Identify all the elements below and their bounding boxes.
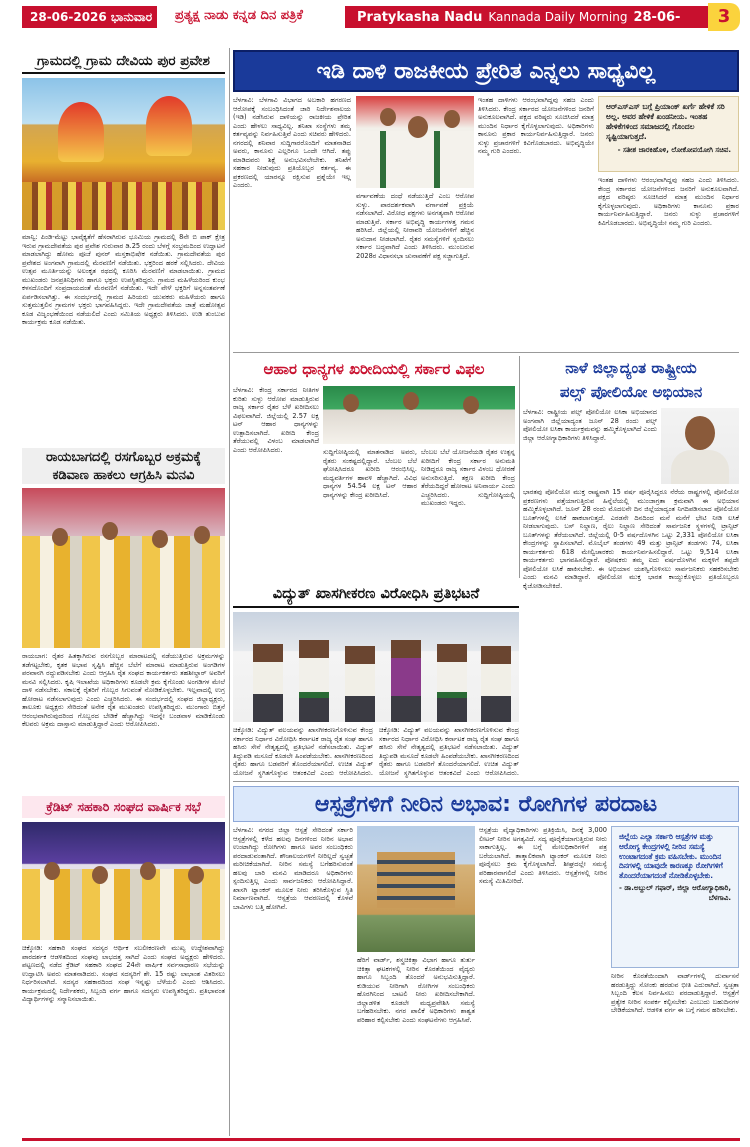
polio-headline-line2: ಪಲ್ಸ್ ಪೋಲಿಯೋ ಅಭಿಯಾನ	[559, 383, 703, 401]
food-col3: ಬೆಂಬಲ ಬೆಲೆ ಯೋಜನೆಯಡಿ ರೈತರ ಉತ್ಪನ್ನ ಖರೀದಿಗೆ ಕೇಂದ್ರ ಸರ್ಕಾರ ಅನುಮತಿ ನೀಡಿದ್ದರೂ ರಾಜ್ಯ ಸರ್ಕಾರ ವಿಳಂಬ ಧೋರಣೆ ಅನುಸರಿಸುತ್ತಿದೆ. ತಕ್ಷಣ ಖರೀದಿ ಕೇಂದ್ರ ತೆರೆಯದಿದ್ದರೆ ಹೋರಾಟ ಅನಿವಾರ್ಯ ಎಂದು ಎಚ್ಚರಿಸಿದರು. ಸುದ್ದಿಗೋಷ್ಠಿಯಲ್ಲಿ ಮುಖಂಡರು ಇದ್ದರು.	[421, 448, 515, 507]
power-col1: ಚಿಕ್ಕೋಡಿ: ವಿದ್ಯುತ್ ವಲಯವನ್ನು ಖಾಸಗೀಕರಣಗೊಳಿಸುವ ಕೇಂದ್ರ ಸರ್ಕಾರದ ನಿರ್ಧಾರ ವಿರೋಧಿಸಿ ಕರ್ನಾಟಕ ರಾಜ್ಯ ರೈತ ಸಂಘ ಹಾಗೂ ಹಸಿರು ಸೇನೆ ನೇತೃತ್ವದಲ್ಲಿ ಪ್ರತಿಭಟನೆ ನಡೆಸಲಾಯಿತು. ವಿದ್ಯುತ್ ತಿದ್ದುಪಡಿ ಮಸೂದೆ ಕೂಡಲೇ ಹಿಂಪಡೆಯಬೇಕು. ಖಾಸಗೀಕರಣದಿಂದ ರೈತರು ಹಾಗೂ ಬಡವರಿಗೆ ತೊಂದರೆಯಾಗಲಿದೆ. ಉಚಿತ ವಿದ್ಯುತ್ ಯೋಜನೆ ಸ್ಥಗಿತಗೊಳ್ಳುವ ಆತಂಕವಿದೆ ಎಂದು ಆರೋಪಿಸಿದರು.	[233, 726, 373, 777]
temple-body: ಮಾನ್ವಿ: ಪಿಂಡಿ-ಮೆಟ್ಟು ಭಾವೈಕ್ಯತೆಗೆ ಹೆಸರಾಗಿರುವ ಭೂಮಿಯ ಗ್ರಾಮದಲ್ಲಿ 8ನೇ ಬಿ ಪಾಕ್ ಕ್ಷೇತ್ರ ಇರುವ ಗ್ರಾಮದೇವತೆಯ ಪುರ ಪ್ರವೇಶ ಗುರುವಾರ ಡಿ.25 ರಂದು ಬೆಳಗ್ಗೆ ಸಂಭ್ರಮದಿಂದ ಉದ್ಘಾಟನೆ ಮಾಡಲಾಗಿದ್ದು ಹೋಮ ಪೂಜೆ ಪುನರ್ ಮಸ್ತಕಾಭಿಷೇಕ ನಡೆಯಿತು. ಗ್ರಾಮದೇವತೆಯ ಪುರ ಪ್ರವೇಶದ ಅಂಗವಾಗಿ ಗ್ರಾಮದಲ್ಲಿ ಮೆರವಣಿಗೆ ನಡೆಯಿತು. ಭಕ್ತರಿಂದ ಹರಕೆ ಸಲ್ಲಿಸಿದರು. ದೇವಿಯ ಉತ್ಸವ ಮೂರ್ತಿಯನ್ನು ಅಲಂಕೃತ ರಥದಲ್ಲಿ ಕೂರಿಸಿ ಮೆರವಣಿಗೆ ಮಾಡಲಾಯಿತು. ಗ್ರಾಮದ ಮುಖಂಡರು ಜನಪ್ರತಿನಿಧಿಗಳು ಹಾಗೂ ಭಕ್ತರು ಉಪಸ್ಥಿತರಿದ್ದರು. ಗ್ರಾಮದ ಮಹಿಳೆಯರಿಂದ ಕುಂಭ ಕಳಸದೊಂದಿಗೆ ಸಂಪ್ರದಾಯದಂತೆ ಮೆರವಣಿಗೆ ನಡೆಯಿತು. ಇದೇ ವೇಳೆ ಭಕ್ತರಿಗೆ ಅನ್ನಸಂತರ್ಪಣೆ ಏರ್ಪಡಿಸಲಾಗಿತ್ತು. ಈ ಸಂದರ್ಭದಲ್ಲಿ ಗ್ರಾಮದ ಹಿರಿಯರು ಯುವಕರು ಮಹಿಳೆಯರು ಹಾಗೂ ಸುತ್ತಮುತ್ತಲಿನ ಗ್ರಾಮಗಳ ಭಕ್ತರು ಭಾಗವಹಿಸಿದ್ದರು. ಇದೇ ಗ್ರಾಮದೇವತೆಯ ಜಾತ್ರೆ ಮಹೋತ್ಸವ ಕೂಡ ವಿಜೃಂಭಣೆಯಿಂದ ನಡೆಯಲಿದೆ ಎಂದು ಸಮಿತಿಯ ಅಧ್ಯಕ್ಷರು ತಿಳಿಸಿದರು. ಉಡಿ ತುಂಬುವ ಕಾರ್ಯಕ್ರಮ ಕೂಡ ನಡೆಯಿತು.	[22, 233, 225, 326]
credit-headline: ಕ್ರೆಡಿಟ್ ಸಹಕಾರಿ ಸಂಘದ ವಾರ್ಷಿಕ ಸಭೆ	[22, 796, 225, 818]
power-headline: ವಿದ್ಯುತ್ ಖಾಸಗೀಕರಣ ವಿರೋಧಿಸಿ ಪ್ರತಿಭಟನೆ	[233, 582, 519, 608]
masthead-tagline: ಪ್ರತ್ಯಕ್ಷ ನಾಡು ಕನ್ನಡ ದಿನ ಪತ್ರಿಕೆ	[175, 8, 303, 23]
temple-headline: ಗ್ರಾಮದಲ್ಲಿ ಗ್ರಾಮ ದೇವಿಯ ಪುರ ಪ್ರವೇಶ	[22, 50, 225, 74]
page-number: 3	[708, 3, 740, 31]
power-col2: ಚಿಕ್ಕೋಡಿ: ವಿದ್ಯುತ್ ವಲಯವನ್ನು ಖಾಸಗೀಕರಣಗೊಳಿಸುವ ಕೇಂದ್ರ ಸರ್ಕಾರದ ನಿರ್ಧಾರ ವಿರೋಧಿಸಿ ಕರ್ನಾಟಕ ರಾಜ್ಯ ರೈತ ಸಂಘ ಹಾಗೂ ಹಸಿರು ಸೇನೆ ನೇತೃತ್ವದಲ್ಲಿ ಪ್ರತಿಭಟನೆ ನಡೆಸಲಾಯಿತು. ವಿದ್ಯುತ್ ತಿದ್ದುಪಡಿ ಮಸೂದೆ ಕೂಡಲೇ ಹಿಂಪಡೆಯಬೇಕು. ಖಾಸಗೀಕರಣದಿಂದ ರೈತರು ಹಾಗೂ ಬಡವರಿಗೆ ತೊಂದರೆಯಾಗಲಿದೆ. ಉಚಿತ ವಿದ್ಯುತ್ ಯೋಜನೆ ಸ್ಥಗಿತಗೊಳ್ಳುವ ಆತಂಕವಿದೆ ಎಂದು ಆರೋಪಿಸಿದರು.	[379, 726, 519, 777]
protester-shape	[253, 632, 283, 722]
hospital-quote-author: - ಡಾ.ಅಬ್ದುಲ್ ಗಫಾರ್, ಜಿಲ್ಲಾ ಆರೋಗ್ಯಾಧಿಕಾರಿ, ಬೆಳಗಾವಿ.	[619, 883, 731, 902]
column-rule	[519, 356, 520, 578]
hospital-headline: ಆಸ್ಪತ್ರೆಗಳಿಗೆ ನೀರಿನ ಅಭಾವ: ರೋಗಿಗಳ ಪರದಾಟ	[233, 786, 739, 822]
masthead-date-tag: 28-06-2026 ಭಾನುವಾರ	[22, 6, 157, 28]
footer-rule	[22, 1138, 740, 1141]
raid-quote-box	[598, 96, 739, 172]
hospital-building-photo	[357, 826, 475, 952]
annual-meeting-photo	[22, 822, 225, 940]
person-head-shape	[44, 862, 60, 880]
memorandum-photo	[22, 488, 225, 648]
person-head-shape	[463, 396, 479, 414]
hospital-col2: ಹೆರಿಗೆ ವಾರ್ಡ್, ಶಸ್ತ್ರಚಿಕಿತ್ಸಾ ವಿಭಾಗ ಹಾಗೂ ತುರ್ತು ಚಿಕಿತ್ಸಾ ಘಟಕಗಳಲ್ಲಿ ನೀರಿನ ಕೊರತೆಯಿಂದ ವೈದ್ಯರು ಹಾಗೂ ಸಿಬ್ಬಂದಿ ತೊಂದರೆ ಅನುಭವಿಸುತ್ತಿದ್ದಾರೆ. ಕುಡಿಯುವ ನೀರಿಗಾಗಿ ರೋಗಿಗಳ ಸಂಬಂಧಿಕರು ಹೊರಗಿನಿಂದ ಬಾಟಲಿ ನೀರು ಖರೀದಿಸಬೇಕಾಗಿದೆ. ಜಿಲ್ಲಾಡಳಿತ ಕೂಡಲೇ ಮಧ್ಯಪ್ರವೇಶಿಸಿ ಸಮಸ್ಯೆ ಬಗೆಹರಿಸಬೇಕು. ನಗರ ಪಾಲಿಕೆ ಅಧಿಕಾರಿಗಳು ಶಾಶ್ವತ ಪರಿಹಾರ ಕಲ್ಪಿಸಬೇಕು ಎಂದು ಸಂಘಟನೆಗಳು ಆಗ್ರಹಿಸಿವೆ.	[357, 956, 475, 1024]
hospital-col3: ಆಸ್ಪತ್ರೆಯ ವೈದ್ಯಾಧಿಕಾರಿಗಳು ಪ್ರತಿಕ್ರಿಯಿಸಿ, ದಿನಕ್ಕೆ 3,000 ಲೀಟರ್ ನೀರಿನ ಅಗತ್ಯವಿದೆ. ಸದ್ಯ ಪೂರೈಕೆಯಾಗುತ್ತಿರುವ ನೀರು ಸಾಕಾಗುತ್ತಿಲ್ಲ. ಈ ಬಗ್ಗೆ ಮೇಲಧಿಕಾರಿಗಳಿಗೆ ಪತ್ರ ಬರೆಯಲಾಗಿದೆ. ತಾತ್ಕಾಲಿಕವಾಗಿ ಟ್ಯಾಂಕರ್ ಮೂಲಕ ನೀರು ಪೂರೈಸಲು ಕ್ರಮ ಕೈಗೊಳ್ಳಲಾಗಿದೆ. ಶೀಘ್ರದಲ್ಲೇ ಸಮಸ್ಯೆ ಪರಿಹಾರವಾಗಲಿದೆ ಎಂದು ತಿಳಿಸಿದರು. ಆಸ್ಪತ್ರೆಗಳಲ್ಲಿ ನೀರಿನ ಸಮಸ್ಯೆ ಮಿತಿಮೀರಿದೆ.	[479, 826, 607, 885]
raid-quote-author: - ಸತೀಶ ಜಾರಕಿಹೊಳಿ, ಲೋಕೋಪಯೋಗಿ ಸಚಿವ.	[617, 146, 731, 154]
masthead-date: 28-06-2026 SUNDAY	[357, 10, 681, 48]
raid-headline: ಇಡಿ ದಾಳಿ ರಾಜಕೀಯ ಪ್ರೇರಿತ ಎನ್ನಲು ಸಾಧ್ಯವಿಲ್ಲ	[233, 50, 739, 92]
person-head-shape	[194, 526, 210, 544]
hospital-quote-box	[611, 826, 739, 968]
person-head-shape	[92, 866, 108, 884]
raichur-headline-line2: ಕಡಿವಾಣ ಹಾಕಲು ಆಗ್ರಹಿಸಿ ಮನವಿ	[22, 466, 225, 484]
section-rule	[233, 781, 739, 782]
polio-headline-line1: ನಾಳೆ ಜಿಲ್ಲಾದ್ಯಂತ ರಾಷ್ಟ್ರೀಯ	[565, 359, 697, 377]
protester-shape	[299, 632, 329, 722]
protester-shape	[391, 632, 421, 722]
hospital-col1: ಬೆಳಗಾವಿ: ನಗರದ ಜಿಲ್ಲಾ ಆಸ್ಪತ್ರೆ ಸೇರಿದಂತೆ ಸರ್ಕಾರಿ ಆಸ್ಪತ್ರೆಗಳಲ್ಲಿ ಕಳೆದ ಹಲವು ದಿನಗಳಿಂದ ನೀರಿನ ಅಭಾವ ಉಂಟಾಗಿದ್ದು ರೋಗಿಗಳು ಹಾಗೂ ಅವರ ಸಂಬಂಧಿಕರು ಪರದಾಡುವಂತಾಗಿದೆ. ಶೌಚಾಲಯಗಳಿಗೆ ನೀರಿಲ್ಲದೆ ಸ್ವಚ್ಛತೆ ಮರೀಚಿಕೆಯಾಗಿದೆ. ನೀರಿನ ಸಮಸ್ಯೆ ಬಗೆಹರಿಸುವಂತೆ ಹಲವು ಬಾರಿ ಮನವಿ ಮಾಡಿದರೂ ಅಧಿಕಾರಿಗಳು ಸ್ಪಂದಿಸುತ್ತಿಲ್ಲ ಎಂದು ಸಾರ್ವಜನಿಕರು ಆರೋಪಿಸಿದ್ದಾರೆ. ಖಾಸಗಿ ಟ್ಯಾಂಕರ್ ಮೂಲಕ ನೀರು ತರಿಸಿಕೊಳ್ಳುವ ಸ್ಥಿತಿ ನಿರ್ಮಾಣವಾಗಿದೆ. ಆಸ್ಪತ್ರೆಯ ಆವರಣದಲ್ಲಿ ಕೊಳವೆ ಬಾವಿಗಳು ಬತ್ತಿ ಹೋಗಿವೆ.	[233, 826, 353, 911]
hospital-quote-text: ಜಿಲ್ಲೆಯ ಎಲ್ಲಾ ಸರ್ಕಾರಿ ಆಸ್ಪತ್ರೆಗಳ ಮತ್ತು ಆರೋಗ್ಯ ಕೇಂದ್ರಗಳಲ್ಲಿ ನೀರಿನ ಸಮಸ್ಯೆ ಉಂಟಾಗದಂತೆ ಕ್ರಮ ವಹಿಸಬೇಕು. ಮುಂದಿನ ದಿನಗಳಲ್ಲಿ ಯಾವುದೇ ಕಾರಣಕ್ಕೂ ರೋಗಿಗಳಿಗೆ ತೊಂದರೆಯಾಗದಂತೆ ನೋಡಿಕೊಳ್ಳಬೇಕು.	[619, 832, 723, 881]
raid-col3: ಇಂತಹ ದಾಳಿಗಳು ಆರಂಭವಾಗಿದ್ದವು ಸಹಜ ಎಂದು ತಿಳಿಸಿದರು. ಕೇಂದ್ರ ಸರ್ಕಾರದ ಯೋಜನೆಗಳಿಂದ ಜನರಿಗೆ ಅನುಕೂಲವಾಗಿದೆ. ಪಕ್ಷದ ವರಿಷ್ಠರು ಸೂಚಿಸಿದರೆ ಮಾತ್ರ ಮುಂದಿನ ನಿರ್ಧಾರ ಕೈಗೊಳ್ಳಲಾಗುವುದು. ಅಧಿಕಾರಿಗಳು ಕಾನೂನು ಪ್ರಕಾರ ಕಾರ್ಯನಿರ್ವಹಿಸುತ್ತಿದ್ದಾರೆ. ಜನರು ಸುಳ್ಳು ಪ್ರಚಾರಗಳಿಗೆ ಕಿವಿಗೊಡಬಾರದು. ಅಭಿವೃದ್ಧಿಯೇ ನಮ್ಮ ಗುರಿ ಎಂದರು.	[478, 96, 594, 155]
people-shape	[356, 131, 474, 188]
raid-quote-text: ಆರ್‌ಎಸ್‌ಎಸ್ ಬಗ್ಗೆ ಪ್ರಿಯಾಂಕ್ ಖರ್ಗೆ ಹೇಳಿಕೆ ಸರಿ ಅಲ್ಲ. ಅವರ ಹೇಳಿಕೆ ಖಂಡನೀಯ. ಇಂತಹ ಹೇಳಿಕೆಗಳಿಂದ ಸಮಾಜದಲ್ಲಿ ಗೊಂದಲ ಸೃಷ್ಟಿಯಾಗುತ್ತದೆ.	[606, 102, 725, 141]
masthead-banner	[345, 6, 710, 48]
person-head-shape	[102, 522, 118, 540]
polio-body: ಭಾರತವು ಪೋಲಿಯೋ ಮುಕ್ತ ರಾಷ್ಟ್ರವಾಗಿ 15 ವರ್ಷ ಪೂರೈಸಿದ್ದರೂ ನೆರೆಯ ರಾಷ್ಟ್ರಗಳಲ್ಲಿ ಪೋಲಿಯೋ ಪ್ರಕರಣಗಳು ಪತ್ತೆಯಾಗುತ್ತಿರುವ ಹಿನ್ನೆಲೆಯಲ್ಲಿ ಮುಂಜಾಗ್ರತಾ ಕ್ರಮವಾಗಿ ಈ ಅಭಿಯಾನ ಹಮ್ಮಿಕೊಳ್ಳಲಾಗಿದೆ. ಜೂನ್ 28 ರಂದು ಮೊದಲನೇ ದಿನ ಜಿಲ್ಲೆಯಾದ್ಯಂತ ನಿಗದಿಪಡಿಸಲಾದ ಪೋಲಿಯೋ ಬೂತ್‌ಗಳಲ್ಲಿ ಲಸಿಕೆ ಹಾಕಲಾಗುತ್ತದೆ. ಎರಡನೇ ದಿನದಿಂದ ಮನೆ ಮನೆಗೆ ಭೇಟಿ ನೀಡಿ ಲಸಿಕೆ ನೀಡಲಾಗುವುದು. ಬಸ್ ನಿಲ್ದಾಣ, ರೈಲು ನಿಲ್ದಾಣ ಸೇರಿದಂತೆ ಸಾರ್ವಜನಿಕ ಸ್ಥಳಗಳಲ್ಲಿ ಟ್ರಾನ್ಸಿಟ್ ಬೂತ್‌ಗಳನ್ನು ತೆರೆಯಲಾಗಿದೆ. ಜಿಲ್ಲೆಯಲ್ಲಿ 0-5 ವರ್ಷದೊಳಗಿನ ಒಟ್ಟು 2,331 ಪೋಲಿಯೋ ಲಸಿಕಾ ಕೇಂದ್ರಗಳನ್ನು ಸ್ಥಾಪಿಸಲಾಗಿದೆ. ಮೊಬೈಲ್ ತಂಡಗಳು 49 ಮತ್ತು ಟ್ರಾನ್ಸಿಟ್ ತಂಡಗಳು 74, ಲಸಿಕಾ ಕಾರ್ಯಕರ್ತರು 618 ಮೇಲ್ವಿಚಾರಕರು ಕಾರ್ಯನಿರ್ವಹಿಸಲಿದ್ದಾರೆ. ಒಟ್ಟು 9,514 ಲಸಿಕಾ ಕಾರ್ಯಕರ್ತರು ಭಾಗವಹಿಸಲಿದ್ದಾರೆ. ಪೋಷಕರು ತಮ್ಮ ಐದು ವರ್ಷದೊಳಗಿನ ಮಕ್ಕಳಿಗೆ ತಪ್ಪದೇ ಪೋಲಿಯೋ ಲಸಿಕೆ ಹಾಕಿಸಬೇಕು. ಈ ಅಭಿಯಾನ ಯಶಸ್ವಿಗೊಳಿಸಲು ಸಾರ್ವಜನಿಕರು ಸಹಕರಿಸಬೇಕು ಎಂದು ಮನವಿ ಮಾಡಿದ್ದಾರೆ. ಪೋಲಿಯೋ ಮುಕ್ತ ಭಾರತ ಕಾಯ್ದುಕೊಳ್ಳಲು ಪ್ರತಿಯೊಬ್ಬರೂ ಕೈಜೋಡಿಸಬೇಕಿದೆ.	[523, 488, 739, 590]
food-headline: ಆಹಾರ ಧಾನ್ಯಗಳ ಖರೀದಿಯಲ್ಲಿ ಸರ್ಕಾರ ವಿಫಲ	[263, 360, 485, 378]
person-head-shape	[408, 116, 428, 138]
raid-col4: ಇಂತಹ ದಾಳಿಗಳು ಆರಂಭವಾಗಿದ್ದವು ಸಹಜ ಎಂದು ತಿಳಿಸಿದರು. ಕೇಂದ್ರ ಸರ್ಕಾರದ ಯೋಜನೆಗಳಿಂದ ಜನರಿಗೆ ಅನುಕೂಲವಾಗಿದೆ. ಪಕ್ಷದ ವರಿಷ್ಠರು ಸೂಚಿಸಿದರೆ ಮಾತ್ರ ಮುಂದಿನ ನಿರ್ಧಾರ ಕೈಗೊಳ್ಳಲಾಗುವುದು. ಅಧಿಕಾರಿಗಳು ಕಾನೂನು ಪ್ರಕಾರ ಕಾರ್ಯನಿರ್ವಹಿಸುತ್ತಿದ್ದಾರೆ. ಜನರು ಸುಳ್ಳು ಪ್ರಚಾರಗಳಿಗೆ ಕಿವಿಗೊಡಬಾರದು. ಅಭಿವೃದ್ಧಿಯೇ ನಮ್ಮ ಗುರಿ ಎಂದರು.	[598, 176, 739, 227]
column-rule	[229, 48, 230, 1136]
food-col1: ಬೆಳಗಾವಿ: ಕೇಂದ್ರ ಸರ್ಕಾರದ ನೀತಿಗಳ ಕುರಿತು ಸುಳ್ಳು ಆರೋಪ ಮಾಡುತ್ತಿರುವ ರಾಜ್ಯ ಸರ್ಕಾರ ರೈತರ ಬೆಳೆ ಖರೀದಿಸಲು ವಿಫಲವಾಗಿದೆ. ಜಿಲ್ಲೆಯಲ್ಲಿ 2.57 ಲಕ್ಷ ಟನ್ ಆಹಾರ ಧಾನ್ಯಗಳನ್ನು ಉತ್ಪಾದಿಸಲಾಗಿದೆ. ಖರೀದಿ ಕೇಂದ್ರ ತೆರೆಯುವಲ್ಲಿ ವಿಳಂಬ ಮಾಡಲಾಗಿದೆ ಎಂದು ಆರೋಪಿಸಿದರು.	[233, 386, 319, 454]
person-head-shape	[152, 530, 168, 548]
person-head-shape	[140, 862, 156, 880]
masthead-subtitle: Kannada Daily Morning	[488, 10, 628, 24]
person-head-shape	[52, 528, 68, 546]
person-head-shape	[403, 392, 419, 410]
temple-procession-photo	[22, 78, 225, 230]
masthead-name: Pratykasha Nadu	[357, 10, 483, 25]
raichur-body: ರಾಯಬಾಗ: ರೈತರ ಹಿತಕ್ಕಾಗಿರುವ ರಸಗೊಬ್ಬರ ಮಾರಾಟದಲ್ಲಿ ನಡೆಯುತ್ತಿರುವ ಅಕ್ರಮಗಳನ್ನು ತಡೆಗಟ್ಟಬೇಕು, ಕೃತಕ ಅಭಾವ ಸೃಷ್ಟಿಸಿ ಹೆಚ್ಚಿನ ಬೆಲೆಗೆ ಮಾರಾಟ ಮಾಡುತ್ತಿರುವ ಅಂಗಡಿಗಳ ಪರವಾನಗಿ ರದ್ದುಪಡಿಸಬೇಕು ಎಂದು ಆಗ್ರಹಿಸಿ ರೈತ ಸಂಘದ ಕಾರ್ಯಕರ್ತರು ತಹಶೀಲ್ದಾರ್ ಅವರಿಗೆ ಮನವಿ ಸಲ್ಲಿಸಿದರು. ಕೃಷಿ ಇಲಾಖೆಯ ಅಧಿಕಾರಿಗಳು ಕೂಡಲೇ ಕ್ರಮ ಕೈಗೊಂಡು ಅಂಗಡಿಗಳ ಮೇಲೆ ದಾಳಿ ನಡೆಸಬೇಕು. ಸಕಾಲಕ್ಕೆ ರೈತರಿಗೆ ಗೊಬ್ಬರ ಸಿಗುವಂತೆ ನೋಡಿಕೊಳ್ಳಬೇಕು. ಇಲ್ಲವಾದಲ್ಲಿ ಉಗ್ರ ಹೋರಾಟ ನಡೆಸಲಾಗುವುದು ಎಂದು ಎಚ್ಚರಿಸಿದರು. ಈ ಸಂದರ್ಭದಲ್ಲಿ ಸಂಘದ ಜಿಲ್ಲಾಧ್ಯಕ್ಷರು, ತಾಲೂಕು ಅಧ್ಯಕ್ಷರು ಸೇರಿದಂತೆ ಅನೇಕ ರೈತ ಮುಖಂಡರು ಉಪಸ್ಥಿತರಿದ್ದರು. ಮುಂಗಾರು ಬಿತ್ತನೆ ಆರಂಭವಾಗಿರುವುದರಿಂದ ಗೊಬ್ಬರದ ಬೇಡಿಕೆ ಹೆಚ್ಚಾಗಿದ್ದು ಇದನ್ನೇ ಬಂಡವಾಳ ಮಾಡಿಕೊಂಡು ಕೆಲವರು ಅಕ್ರಮ ದಾಸ್ತಾನು ಮಾಡುತ್ತಿದ್ದಾರೆ ಎಂದು ಆರೋಪಿಸಿದರು.	[22, 652, 225, 728]
person-head-shape	[685, 416, 715, 450]
health-officer-portrait	[661, 408, 739, 484]
people-shape	[22, 536, 225, 648]
protest-photo	[233, 612, 519, 722]
food-col2: ಸುದ್ದಿಗೋಷ್ಠಿಯಲ್ಲಿ ಮಾತನಾಡಿದ ಅವರು, ರೈತರು ಸಂಕಷ್ಟದಲ್ಲಿದ್ದಾರೆ. ಬೆಂಬಲ ಬೆಲೆ ಘೋಷಿಸಿದರೂ ಖರೀದಿ ಆರಂಭಿಸಿಲ್ಲ. ಮಧ್ಯವರ್ತಿಗಳ ಹಾವಳಿ ಹೆಚ್ಚಾಗಿದೆ. ವಿವಿಧ ಧಾನ್ಯಗಳ 54.54 ಲಕ್ಷ ಟನ್ ಆಹಾರ ಧಾನ್ಯಗಳನ್ನು ಕೇಂದ್ರ ಖರೀದಿಸಿದೆ.	[323, 448, 417, 499]
chariot-shape	[58, 102, 104, 162]
protester-shape	[437, 632, 467, 722]
polio-lead: ಬೆಳಗಾವಿ: ರಾಷ್ಟ್ರೀಯ ಪಲ್ಸ್ ಪೋಲಿಯೋ ಲಸಿಕಾ ಅಭಿಯಾನದ ಅಂಗವಾಗಿ ಜಿಲ್ಲೆಯಾದ್ಯಂತ ಜೂನ್ 28 ರಂದು ಪಲ್ಸ್ ಪೋಲಿಯೋ ಲಸಿಕಾ ಕಾರ್ಯಕ್ರಮವನ್ನು ಹಮ್ಮಿಕೊಳ್ಳಲಾಗಿದೆ ಎಂದು ಜಿಲ್ಲಾ ಆರೋಗ್ಯಾಧಿಕಾರಿಗಳು ತಿಳಿಸಿದ್ದಾರೆ.	[523, 408, 657, 442]
raid-col1: ಬೆಳಗಾವಿ: ಬೆಳಗಾವಿ ವಿಭಾಗದ ಅಬಕಾರಿ ಹಗರಣದ ಆರೋಪಕ್ಕೆ ಸಂಬಂಧಿಸಿದಂತೆ ಜಾರಿ ನಿರ್ದೇಶನಾಲಯ (ಇಡಿ) ನಡೆಸಿರುವ ದಾಳಿಯನ್ನು ರಾಜಕೀಯ ಪ್ರೇರಿತ ಎಂದು ಹೇಳಲು ಸಾಧ್ಯವಿಲ್ಲ. ತನಿಖಾ ಸಂಸ್ಥೆಗಳು ತಮ್ಮ ಕರ್ತವ್ಯವನ್ನು ನಿರ್ವಹಿಸುತ್ತಿವೆ ಎಂದು ಸಚಿವರು ಹೇಳಿದರು. ನಗರದಲ್ಲಿ ಶನಿವಾರ ಸುದ್ದಿಗಾರರೊಂದಿಗೆ ಮಾತನಾಡಿದ ಅವರು, ಕಾನೂನು ಎಲ್ಲರಿಗೂ ಒಂದೇ ಆಗಿದೆ. ತಪ್ಪು ಮಾಡಿದವರು ಶಿಕ್ಷೆ ಅನುಭವಿಸಲೇಬೇಕು. ತನಿಖೆಗೆ ಸಹಕಾರ ನೀಡುವುದು ಪ್ರತಿಯೊಬ್ಬರ ಕರ್ತವ್ಯ. ಈ ಪ್ರಕರಣದಲ್ಲಿ ಯಾರನ್ನೂ ರಕ್ಷಿಸುವ ಪ್ರಶ್ನೆಯೇ ಇಲ್ಲ ಎಂದರು.	[233, 96, 351, 189]
raid-col2: ವರ್ಗಾವಣೆಯ ದಂಧೆ ನಡೆಯುತ್ತಿದೆ ಎಂಬ ಆರೋಪ ಸುಳ್ಳು. ಪಾರದರ್ಶಕವಾಗಿ ವರ್ಗಾವಣೆ ಪ್ರಕ್ರಿಯೆ ನಡೆಸಲಾಗಿದೆ. ವಿರೋಧ ಪಕ್ಷಗಳು ಅನಗತ್ಯವಾಗಿ ಆರೋಪ ಮಾಡುತ್ತಿವೆ. ಸರ್ಕಾರ ಅಭಿವೃದ್ಧಿ ಕಾರ್ಯಗಳತ್ತ ಗಮನ ಹರಿಸಿದೆ. ಜಿಲ್ಲೆಯಲ್ಲಿ ನೀರಾವರಿ ಯೋಜನೆಗಳಿಗೆ ಹೆಚ್ಚಿನ ಅನುದಾನ ನೀಡಲಾಗಿದೆ. ರೈತರ ಸಮಸ್ಯೆಗಳಿಗೆ ಸ್ಪಂದಿಸಲು ಸರ್ಕಾರ ಬದ್ಧವಾಗಿದೆ ಎಂದು ತಿಳಿಸಿದರು. ಮುಂಬರುವ 2028ರ ವಿಧಾನಸಭಾ ಚುನಾವಣೆಗೆ ಪಕ್ಷ ಸಜ್ಜಾಗುತ್ತಿದೆ.	[356, 192, 474, 260]
masthead	[0, 0, 750, 48]
credit-body: ಚಿಕ್ಕೋಡಿ: ಸಹಕಾರಿ ಸಂಘದ ಸದಸ್ಯರ ಆರ್ಥಿಕ ಸಬಲೀಕರಣವೇ ಮುಖ್ಯ ಉದ್ದೇಶವಾಗಿದ್ದು ಪಾರದರ್ಶಕ ಆಡಳಿತದಿಂದ ಸಂಘವು ಲಾಭದತ್ತ ಸಾಗಿದೆ ಎಂದು ಸಂಘದ ಅಧ್ಯಕ್ಷರು ಹೇಳಿದರು. ಪಟ್ಟಣದಲ್ಲಿ ನಡೆದ ಕ್ರೆಡಿಟ್ ಸಹಕಾರಿ ಸಂಘದ 24ನೇ ವಾರ್ಷಿಕ ಸರ್ವಸಾಧಾರಣ ಸಭೆಯನ್ನು ಉದ್ಘಾಟಿಸಿ ಅವರು ಮಾತನಾಡಿದರು. ಸಂಘದ ಸದಸ್ಯರಿಗೆ ಶೇ. 15 ರಷ್ಟು ಲಾಭಾಂಶ ವಿತರಿಸಲು ನಿರ್ಧರಿಸಲಾಗಿದೆ. ಸದಸ್ಯರ ಸಹಕಾರದಿಂದ ಸಂಘ ಇನ್ನಷ್ಟು ಬೆಳೆಯಲಿ ಎಂದು ಆಶಿಸಿದರು. ಕಾರ್ಯಕ್ರಮದಲ್ಲಿ ನಿರ್ದೇಶಕರು, ಸಿಬ್ಬಂದಿ ವರ್ಗ ಹಾಗೂ ಸದಸ್ಯರು ಉಪಸ್ಥಿತರಿದ್ದರು. ಪ್ರತಿಭಾವಂತ ವಿದ್ಯಾರ್ಥಿಗಳನ್ನು ಸನ್ಮಾನಿಸಲಾಯಿತು.	[22, 944, 225, 1003]
protester-shape	[345, 632, 375, 722]
person-head-shape	[444, 110, 460, 128]
person-head-shape	[188, 866, 204, 884]
section-rule	[233, 352, 739, 353]
minister-photo	[356, 96, 474, 188]
crowd-shape	[22, 182, 225, 230]
shoulders-shape	[671, 450, 729, 484]
raichur-headline-line1: ರಾಯಬಾಗದಲ್ಲಿ ರಸಗೊಬ್ಬರ ಅಕ್ರಮಕ್ಕೆ	[22, 448, 225, 466]
person-head-shape	[343, 394, 359, 412]
protester-shape	[481, 632, 511, 722]
building-shape	[377, 852, 455, 908]
press-meet-photo	[323, 386, 515, 444]
hospital-col4: ನೀರಿನ ಕೊರತೆಯಿಂದಾಗಿ ವಾರ್ಡ್‌ಗಳಲ್ಲಿ ದುರ್ವಾಸನೆ ಹರಡುತ್ತಿದ್ದು ಸೋಂಕು ಹರಡುವ ಭೀತಿ ಎದುರಾಗಿದೆ. ಸ್ವಚ್ಛತಾ ಸಿಬ್ಬಂದಿ ಕೆಲಸ ನಿರ್ವಹಿಸಲು ಪರದಾಡುತ್ತಿದ್ದಾರೆ. ಆಸ್ಪತ್ರೆಗೆ ಪ್ರತ್ಯೇಕ ನೀರಿನ ಸಂಪರ್ಕ ಕಲ್ಪಿಸಬೇಕು ಎಂಬುದು ಬಹುದಿನಗಳ ಬೇಡಿಕೆಯಾಗಿದೆ. ಆಡಳಿತ ವರ್ಗ ಈ ಬಗ್ಗೆ ಗಮನ ಹರಿಸಬೇಕು.	[611, 972, 739, 1014]
chariot-shape	[146, 96, 192, 156]
person-head-shape	[380, 108, 396, 126]
